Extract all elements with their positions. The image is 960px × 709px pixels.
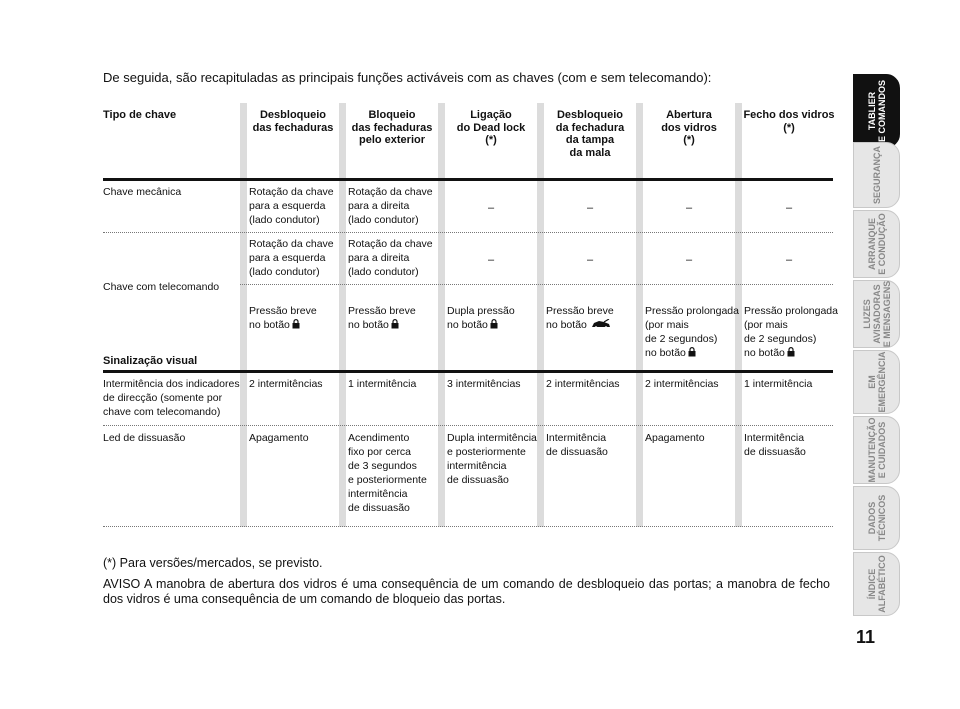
side-tab-label: TABLIER E COMANDOS — [866, 79, 887, 143]
table-cell: 1 intermitência — [744, 378, 813, 390]
side-tab-label: ARRANQUE E CONDUÇÃO — [866, 213, 887, 275]
side-tab-dados[interactable] — [853, 486, 900, 550]
side-tab-label: MANUTENÇÃO E CUIDADOS — [866, 417, 887, 483]
row-label-chave-mecanica: Chave mecânica — [103, 186, 182, 198]
side-tab-label: DADOS TÉCNICOS — [866, 494, 887, 542]
section-rule — [103, 370, 833, 373]
padlock-icon — [490, 319, 498, 333]
cell-text: Pressão breve no botão — [546, 305, 614, 331]
table-cell: – — [586, 202, 594, 214]
table-cell — [249, 290, 317, 333]
column-separator — [240, 103, 247, 527]
column-separator — [537, 103, 544, 527]
table-cell — [546, 290, 614, 333]
cell-text: Pressão breve no botão — [249, 305, 317, 331]
side-tab-luzes[interactable] — [853, 280, 900, 348]
header-rule — [103, 178, 833, 181]
table-cell: – — [785, 254, 793, 266]
table-cell: – — [487, 202, 495, 214]
column-separator — [339, 103, 346, 527]
table-cell — [744, 290, 838, 361]
column-separator — [636, 103, 643, 527]
page-number: 11 — [856, 627, 876, 647]
table-cell: Apagamento — [645, 432, 705, 444]
header-dead-lock: Ligação do Dead lock (*) — [456, 109, 526, 146]
table-cell: 3 intermitências — [447, 378, 521, 390]
intro-text: De seguida, são recapituladas as principais funções activáveis com as chaves (com e sem telecomando): — [103, 70, 712, 85]
row-rule — [103, 425, 833, 426]
header-tampa-mala: Desbloqueio da fechadura da tampa da mala — [555, 109, 625, 159]
side-tab-indice[interactable] — [853, 552, 900, 616]
table-cell: Intermitência de dissuasão — [546, 432, 608, 458]
header-fecho-vidros: Fecho dos vidros (*) — [743, 109, 835, 134]
table-cell: Rotação da chave para a direita (lado condutor) — [348, 238, 433, 278]
table-cell: Apagamento — [249, 432, 309, 444]
table-cell: 2 intermitências — [249, 378, 323, 390]
header-desbloqueio: Desbloqueio das fechaduras — [252, 109, 334, 134]
sub-row-rule — [240, 284, 833, 285]
header-abertura-vidros: Abertura dos vidros (*) — [661, 109, 717, 146]
car-trunk-icon — [591, 319, 611, 333]
cell-text: Pressão prolongada (por mais de 2 segundos) no botão — [645, 305, 739, 359]
table-cell — [348, 290, 416, 333]
table-cell: Dupla intermitência e posteriormente intermitência de dissuasão — [447, 432, 537, 486]
cell-text: Pressão prolongada (por mais de 2 segundos) no botão — [744, 305, 838, 359]
section-heading-sinalizacao: Sinalização visual — [103, 355, 198, 367]
table-cell: Rotação da chave para a esquerda (lado condutor) — [249, 186, 334, 226]
table-cell: Acendimento fixo por cerca de 3 segundos e posteriormente intermitência de dissuasão — [348, 432, 427, 514]
side-tab-label: LUZES AVISADORAS E MENSAGENS — [861, 280, 892, 348]
side-tab-emergencia[interactable] — [853, 350, 900, 414]
side-tab-label: ÍNDICE ALFABÉTICO — [866, 555, 887, 613]
table-cell: 1 intermitência — [348, 378, 417, 390]
footnote: (*) Para versões/mercados, se previsto. — [103, 556, 323, 570]
table-cell: Rotação da chave para a esquerda (lado condutor) — [249, 238, 334, 278]
header-tipo-de-chave: Tipo de chave — [103, 109, 177, 121]
side-tab-arranque[interactable] — [853, 210, 900, 278]
side-tab-manutencao[interactable] — [853, 416, 900, 484]
table-cell — [447, 290, 515, 333]
column-separator — [438, 103, 445, 527]
side-tab-seguranca[interactable] — [853, 142, 900, 208]
table-bottom-rule — [103, 526, 833, 527]
side-tab-tablier[interactable] — [853, 74, 900, 148]
row-label-chave-telecomando: Chave com telecomando — [103, 281, 220, 293]
table-cell: – — [785, 202, 793, 214]
row-rule — [103, 232, 833, 233]
table-cell: Intermitência de dissuasão — [744, 432, 806, 458]
table-cell: – — [487, 254, 495, 266]
row-label-led: Led de dissuasão — [103, 432, 186, 444]
table-cell: – — [586, 254, 594, 266]
table-cell: 2 intermitências — [546, 378, 620, 390]
cell-text: Pressão breve no botão — [348, 305, 416, 331]
side-tab-label: EM EMERGÊNCIA — [866, 351, 887, 413]
padlock-icon — [391, 319, 399, 333]
side-tab-label: SEGURANÇA — [871, 145, 882, 205]
header-bloqueio: Bloqueio das fechaduras pelo exterior — [351, 109, 433, 146]
padlock-icon — [292, 319, 300, 333]
table-cell: – — [685, 254, 693, 266]
table-cell — [645, 290, 739, 361]
cell-text: Dupla pressão no botão — [447, 305, 515, 331]
table-cell: – — [685, 202, 693, 214]
padlock-icon — [787, 347, 795, 361]
padlock-icon — [688, 347, 696, 361]
row-label-intermitencia: Intermitência dos indicadores de direcção (somente por chave com telecomando) — [103, 378, 240, 418]
table-cell: Rotação da chave para a direita (lado condutor) — [348, 186, 433, 226]
aviso-paragraph: AVISO A manobra de abertura dos vidros é uma consequência de um comando de desbloqueio das portas; a manobra de fecho dos vidros é uma consequência de um comando de bloqueio das portas. — [103, 577, 830, 606]
table-cell: 2 intermitências — [645, 378, 719, 390]
